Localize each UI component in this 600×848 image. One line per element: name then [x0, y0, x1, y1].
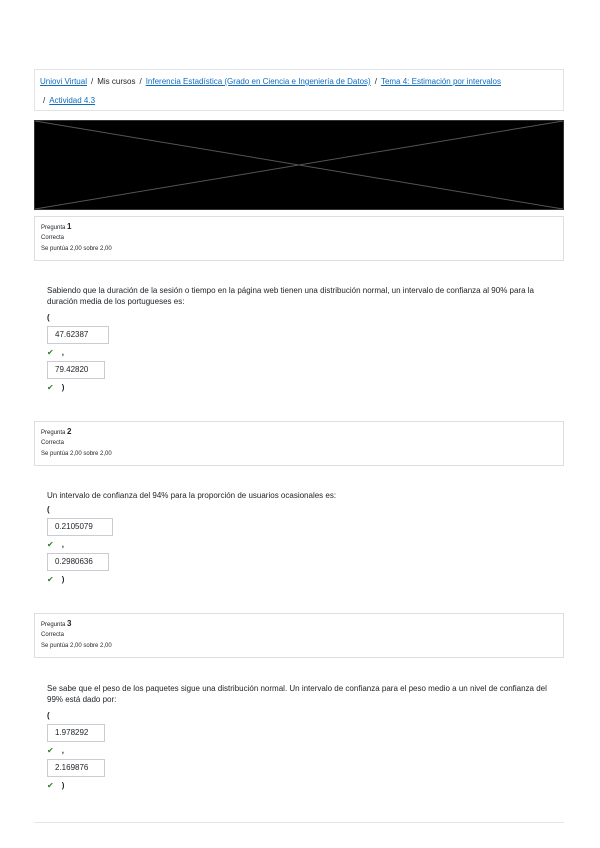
question-grade: Se puntúa 2,00 sobre 2,00	[41, 246, 112, 252]
check-icon: ✔	[47, 575, 54, 584]
question-number: Pregunta 1	[41, 222, 72, 231]
question-grade: Se puntúa 2,00 sobre 2,00	[41, 451, 112, 457]
question-grade: Se puntúa 2,00 sobre 2,00	[41, 643, 112, 649]
question-number: Pregunta 3	[41, 619, 72, 628]
question-state: Correcta	[41, 235, 65, 241]
check-icon: ✔	[47, 383, 54, 392]
answer-input-upper[interactable]: 2.169876	[47, 759, 105, 777]
breadcrumb-item-mis-cursos: Mis cursos	[97, 77, 136, 86]
answer-feedback-upper: ✔ )	[47, 383, 65, 392]
footer-divider	[34, 822, 564, 823]
question-1-text: Sabiendo que la duración de la sesión o tiempo en la página web tienen una distribución normal, un intervalo de confianza al 90% para la duración media de los portugueses es:	[47, 286, 534, 306]
breadcrumb-separator: /	[139, 77, 142, 86]
question-state: Correcta	[41, 632, 65, 638]
open-parenthesis: (	[47, 711, 50, 720]
question-number: Pregunta 2	[41, 427, 72, 436]
check-icon: ✔	[47, 746, 54, 755]
open-parenthesis: (	[47, 505, 50, 514]
answer-input-upper[interactable]: 79.42820	[47, 361, 105, 379]
open-parenthesis: (	[47, 313, 50, 322]
answer-feedback-lower: ✔ ,	[47, 348, 64, 357]
breadcrumb-separator: /	[43, 96, 46, 105]
check-icon: ✔	[47, 540, 54, 549]
question-state: Correcta	[41, 440, 65, 446]
breadcrumb-link-uniovi-virtual[interactable]: Uniovi Virtual	[40, 77, 87, 86]
breadcrumb-link-topic[interactable]: Tema 4: Estimación por intervalos	[380, 77, 501, 86]
answer-feedback-lower: ✔ ,	[47, 540, 64, 549]
breadcrumb	[34, 69, 564, 111]
banner-placeholder-graphic	[35, 121, 563, 209]
answer-feedback-upper: ✔ )	[47, 781, 65, 790]
breadcrumb-link-course[interactable]: Inferencia Estadística (Grado en Ciencia e Ingeniería de Datos)	[145, 77, 371, 86]
answer-input-lower[interactable]: 0.2105079	[47, 518, 113, 536]
question-1-info	[34, 216, 564, 261]
breadcrumb-row-2	[43, 95, 95, 106]
answer-input-upper[interactable]: 0.2980636	[47, 553, 109, 571]
breadcrumb-separator: /	[374, 77, 377, 86]
check-icon: ✔	[47, 348, 54, 357]
answer-input-lower[interactable]: 47.62387	[47, 326, 109, 344]
breadcrumb-separator: /	[90, 77, 94, 86]
course-banner-image	[34, 120, 564, 210]
answer-feedback-lower: ✔ ,	[47, 746, 64, 755]
answer-input-lower[interactable]: 1.978292	[47, 724, 105, 742]
question-2-info	[34, 421, 564, 466]
breadcrumb-link-activity[interactable]: Actividad 4.3	[49, 96, 96, 105]
question-3-text: Se sabe que el peso de los paquetes sigue una distribución normal. Un intervalo de confianza para el peso medio a un nivel de confianza del 99% está dado por:	[47, 684, 547, 704]
question-3-info	[34, 613, 564, 658]
answer-feedback-upper: ✔ )	[47, 575, 65, 584]
question-2-text: Un intervalo de confianza del 94% para la proporción de usuarios ocasionales es:	[47, 491, 337, 500]
check-icon: ✔	[47, 781, 54, 790]
